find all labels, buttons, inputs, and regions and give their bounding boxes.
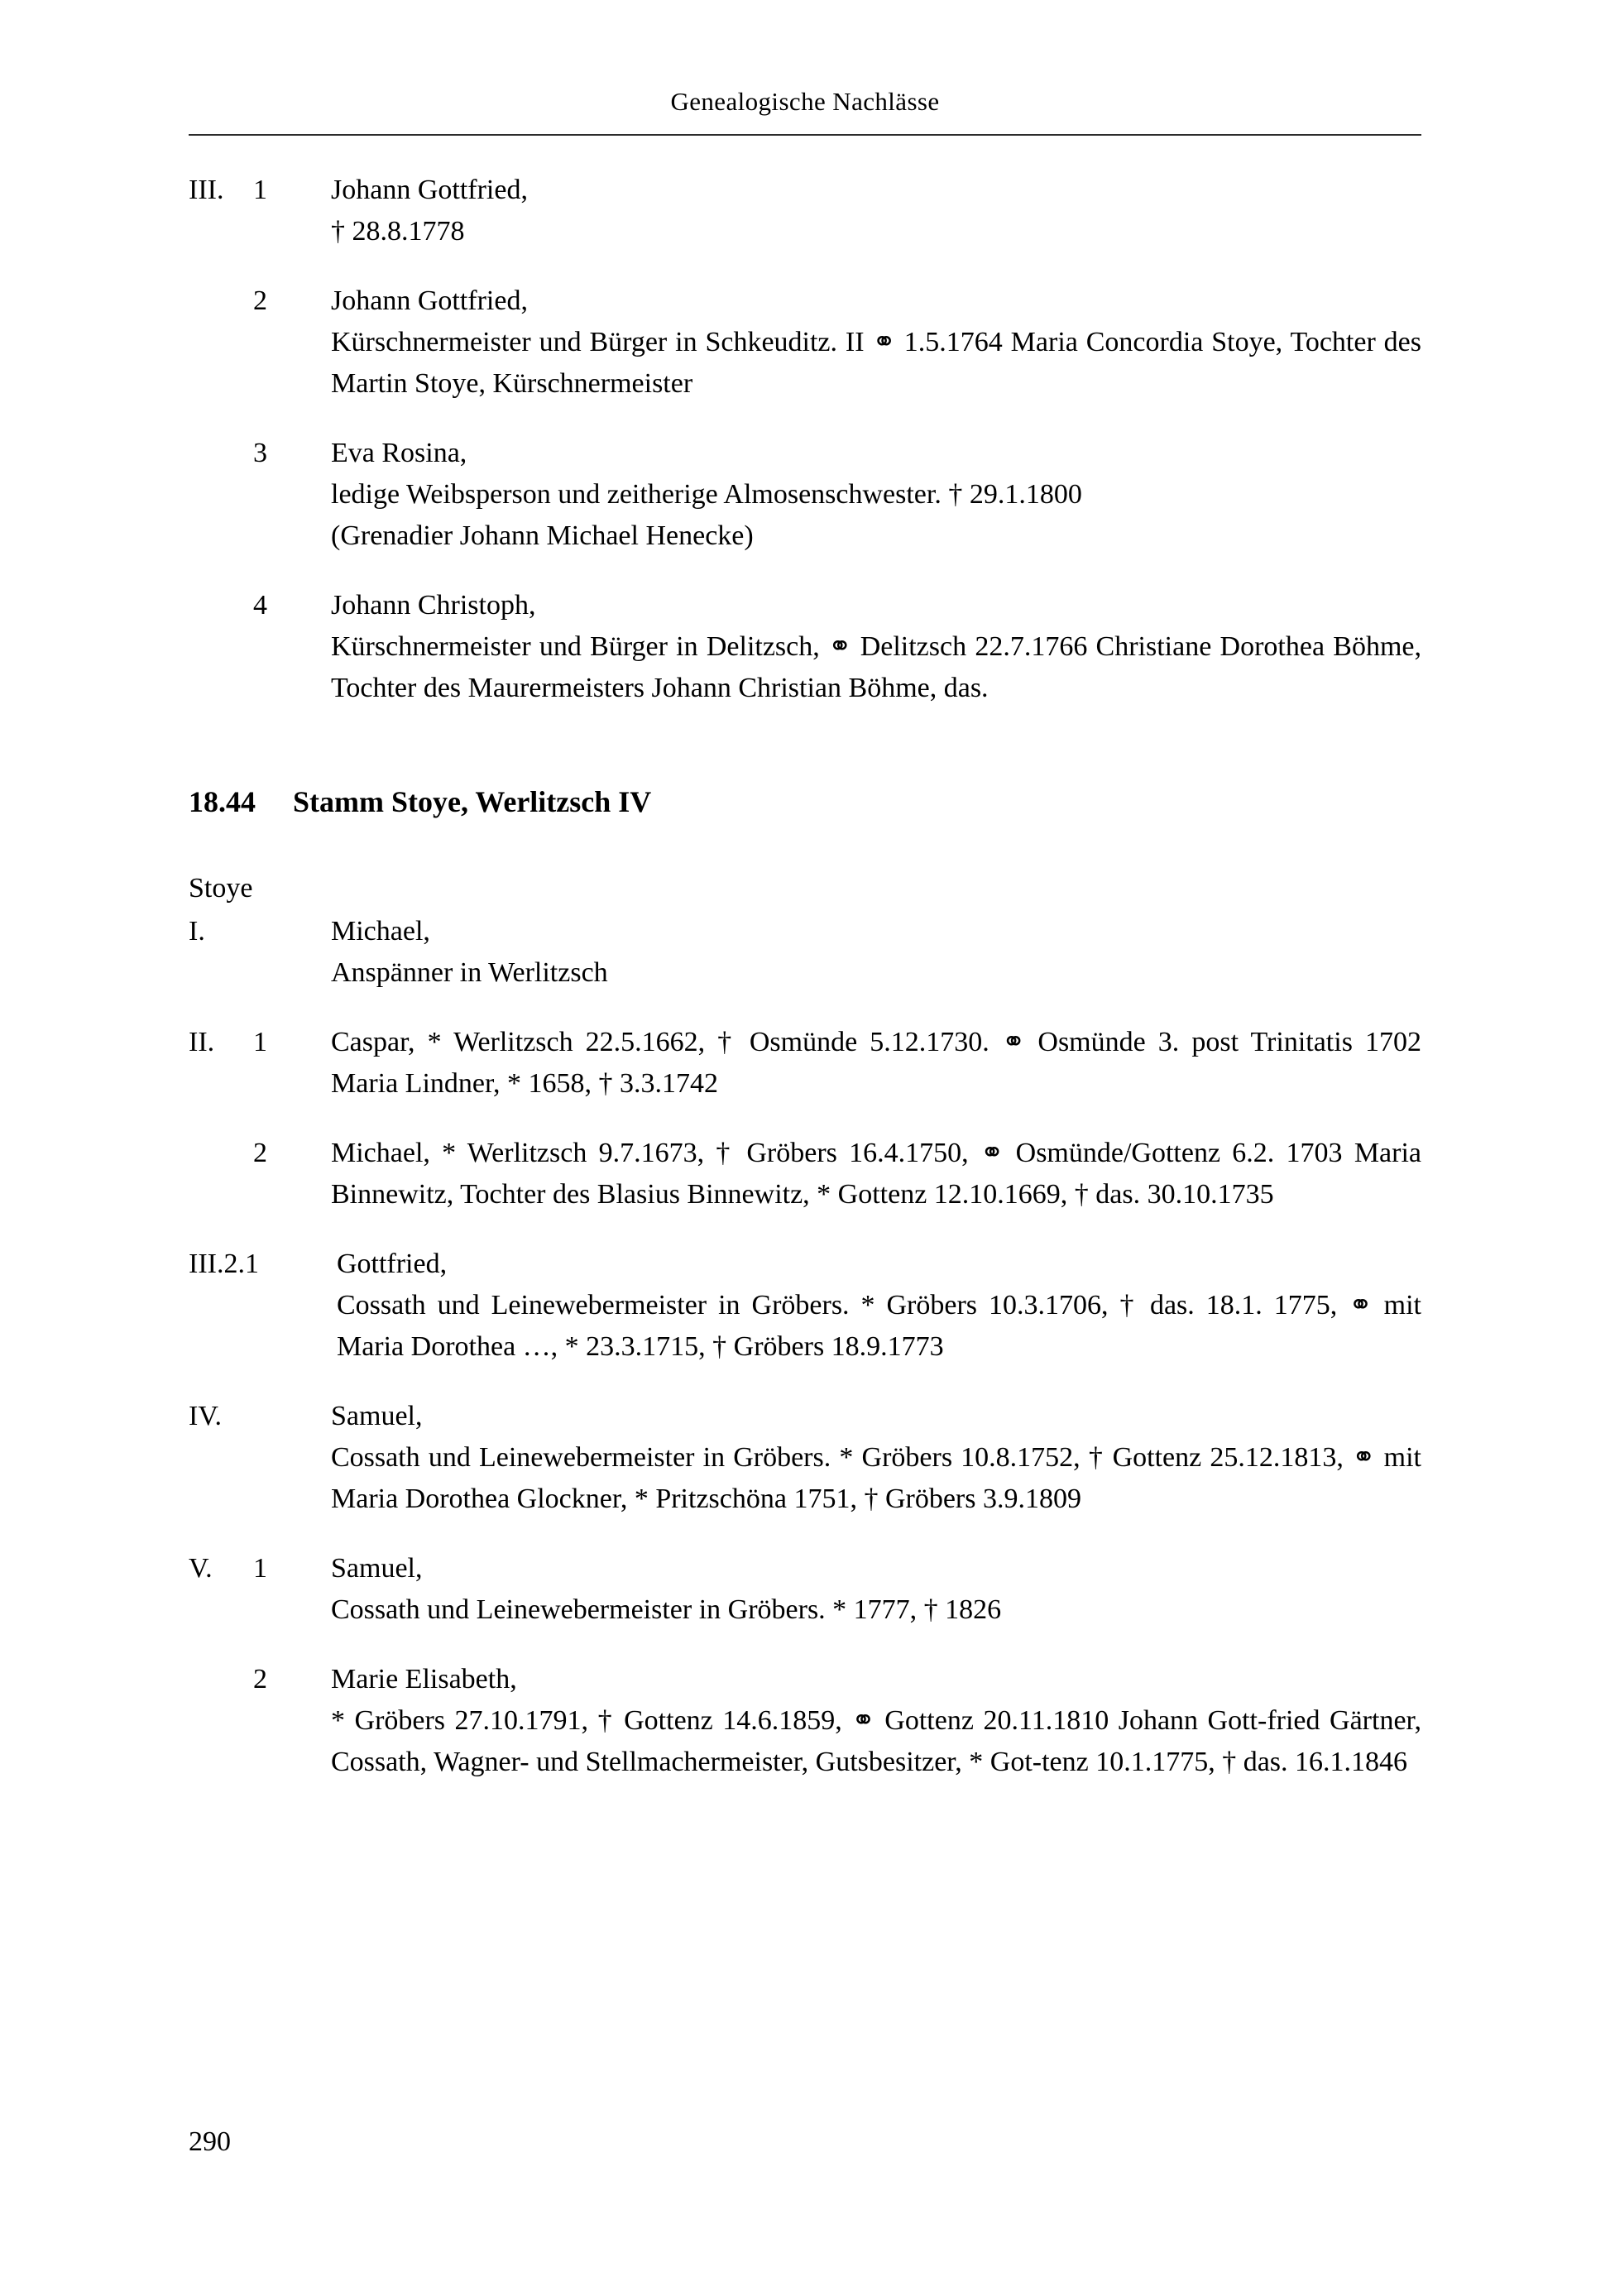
generation-marker: II. bbox=[189, 1027, 215, 1057]
entry-detail-line: Kürschnermeister und Bürger in Schkeuditz. II ⚭ 1.5.1764 Maria Concordia Stoye, Tochter des Martin Stoye, Kürschnermeister bbox=[331, 327, 1421, 399]
genealogy-entry bbox=[189, 585, 1421, 709]
entry-index: 2 bbox=[253, 1138, 267, 1168]
entry-person-name: Gottfried, bbox=[336, 1249, 448, 1279]
genealogy-entry bbox=[189, 433, 1421, 557]
entry-detail-line: Cossath und Leinewebermeister in Gröbers. * Gröbers 10.3.1706, † das. 18.1. 1775, ⚭ mit Maria Dorothea …, * 23.3.1715, † Gröbers 18.9.1773 bbox=[336, 1290, 1421, 1362]
entry-text bbox=[337, 1244, 1421, 1368]
entry-detail-line: Caspar, * Werlitzsch 22.5.1662, † Osmünde 5.12.1730. ⚭ Osmünde 3. post Trinitatis 1702 Maria Lindner, * 1658, † 3.3.1742 bbox=[331, 1027, 1421, 1099]
section-heading bbox=[189, 780, 1421, 823]
genealogy-entry bbox=[189, 1659, 1421, 1783]
entry-detail-line: (Grenadier Johann Michael Henecke) bbox=[331, 520, 754, 551]
entry-index: 1 bbox=[253, 1553, 267, 1584]
entry-text bbox=[331, 911, 1421, 994]
entry-person-name: Michael, bbox=[331, 916, 430, 947]
entry-detail-line: ledige Weibsperson und zeitherige Almosenschwester. † 29.1.1800 bbox=[331, 479, 1082, 510]
entry-person-name: Johann Gottfried, bbox=[331, 175, 528, 205]
entry-index: 4 bbox=[253, 590, 267, 621]
generation-marker: III.2.1 bbox=[189, 1249, 259, 1279]
entry-list-bottom bbox=[189, 911, 1421, 1783]
genealogy-entry bbox=[189, 911, 1421, 994]
entry-detail-line: Cossath und Leinewebermeister in Gröbers. * 1777, † 1826 bbox=[331, 1594, 1002, 1625]
entry-index: 1 bbox=[253, 175, 267, 205]
entry-person-name: Johann Gottfried, bbox=[331, 285, 528, 316]
entry-index: 2 bbox=[253, 1664, 267, 1694]
genealogy-entry bbox=[189, 1396, 1421, 1520]
entry-text bbox=[331, 1022, 1421, 1105]
entry-index: 3 bbox=[253, 438, 267, 468]
body-column bbox=[189, 170, 1421, 1811]
entry-text bbox=[331, 280, 1421, 405]
entry-detail-line: † 28.8.1778 bbox=[331, 216, 465, 247]
entry-person-name: Samuel, bbox=[331, 1401, 423, 1431]
section-number: 18.44 bbox=[189, 785, 256, 818]
section-title: Stamm Stoye, Werlitzsch IV bbox=[293, 785, 652, 818]
entry-person-name: Eva Rosina, bbox=[331, 438, 467, 468]
page-number: 290 bbox=[189, 2126, 231, 2157]
entry-text bbox=[331, 1659, 1421, 1783]
generation-marker: III. bbox=[189, 175, 224, 205]
entry-text bbox=[331, 1548, 1421, 1631]
entry-index: 2 bbox=[253, 285, 267, 316]
entry-text bbox=[331, 1133, 1421, 1215]
entry-detail-line: Michael, * Werlitzsch 9.7.1673, † Gröbers 16.4.1750, ⚭ Osmünde/Gottenz 6.2. 1703 Maria Binnewitz, Tochter des Blasius Binnewitz, * Gottenz 12.10.1669, † das. 30.10.1735 bbox=[331, 1138, 1421, 1210]
genealogy-entry bbox=[189, 170, 1421, 252]
entry-detail-line: Anspänner in Werlitzsch bbox=[331, 957, 608, 988]
family-surname: Stoye bbox=[189, 873, 253, 904]
header-rule bbox=[189, 134, 1421, 136]
genealogy-entry bbox=[189, 1548, 1421, 1631]
entry-list-top bbox=[189, 170, 1421, 709]
generation-marker: I. bbox=[189, 916, 205, 947]
entry-text bbox=[331, 585, 1421, 709]
genealogy-entry bbox=[189, 1244, 1421, 1368]
genealogy-entry bbox=[189, 280, 1421, 405]
entry-text bbox=[331, 1396, 1421, 1520]
entry-text bbox=[331, 433, 1421, 557]
entry-person-name: Marie Elisabeth, bbox=[331, 1664, 517, 1694]
running-header-title: Genealogische Nachlässe bbox=[670, 87, 940, 116]
entry-detail-line: Cossath und Leinewebermeister in Gröbers. * Gröbers 10.8.1752, † Gottenz 25.12.1813, ⚭ mit Maria Dorothea Glockner, * Pritzschöna 1751, † Gröbers 3.9.1809 bbox=[331, 1442, 1421, 1514]
generation-marker: V. bbox=[189, 1553, 213, 1584]
entry-index: 1 bbox=[253, 1027, 267, 1057]
entry-detail-line: * Gröbers 27.10.1791, † Gottenz 14.6.1859, ⚭ Gottenz 20.11.1810 Johann Gott-fried Gärtner, Cossath, Wagner- und Stellmachermeister, Gutsbesitzer, * Got-tenz 10.1.1775, † das. 16.1.1846 bbox=[331, 1705, 1421, 1777]
entry-text bbox=[331, 170, 1421, 252]
entry-person-name: Johann Christoph, bbox=[331, 590, 536, 621]
entry-detail-line: Kürschnermeister und Bürger in Delitzsch, ⚭ Delitzsch 22.7.1766 Christiane Dorothea Böhme, Tochter des Maurermeisters Johann Christian Böhme, das. bbox=[331, 631, 1421, 703]
genealogy-entry bbox=[189, 1022, 1421, 1105]
generation-marker: IV. bbox=[189, 1401, 222, 1431]
entry-person-name: Samuel, bbox=[331, 1553, 423, 1584]
genealogy-entry bbox=[189, 1133, 1421, 1215]
